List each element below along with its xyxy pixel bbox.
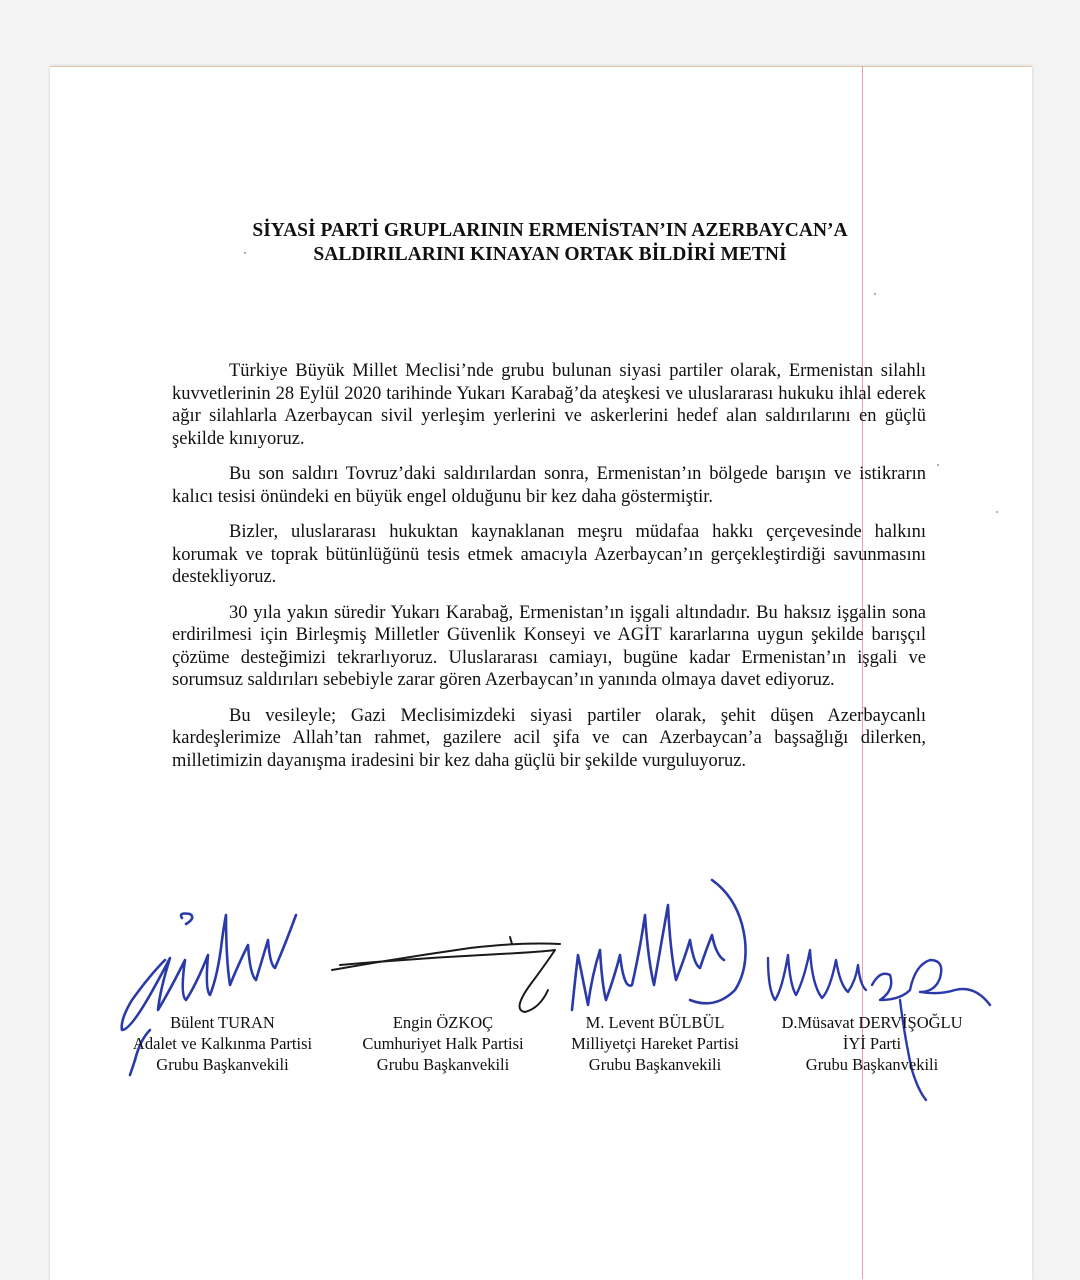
- signatory-party: Adalet ve Kalkınma Partisi: [132, 1034, 313, 1053]
- signatory-name: Engin ÖZKOÇ: [392, 1013, 494, 1032]
- signatory-block-4: [762, 1012, 982, 1075]
- paragraph-2: Bu son saldırı Tovruz’daki saldırılardan sonra, Ermenistan’ın bölgede barışın ve istikrarın kalıcı tesisi önündeki en büyük engel olduğunu bir kez daha göstermiştir.: [172, 464, 926, 507]
- scan-speck: [996, 511, 998, 513]
- document-body: [172, 360, 926, 785]
- signatory-name: Bülent TURAN: [170, 1013, 275, 1032]
- scan-speck: [937, 464, 939, 466]
- signatory-block-2: [348, 1012, 538, 1075]
- scan-speck: [874, 293, 876, 295]
- title-line-1: SİYASİ PARTİ GRUPLARININ ERMENİSTAN’IN AZERBAYCAN’A: [252, 220, 848, 241]
- signatory-role: Grubu Başkanvekili: [376, 1055, 510, 1074]
- paragraph-5: Bu vesileyle; Gazi Meclisimizdeki siyasi partiler olarak, şehit düşen Azerbaycanlı kardeşlerimize Allah’tan rahmet, gazilere acil şifa ve can Azerbaycan’a başsağlığı dilerken, milletimizin dayanışma iradesini bir kez daha güçlü bir şekilde vurguluyoruz.: [172, 705, 926, 771]
- signatory-block-3: [555, 1012, 755, 1075]
- signatory-name: M. Levent BÜLBÜL: [585, 1013, 725, 1032]
- signatory-party: Cumhuriyet Halk Partisi: [362, 1034, 524, 1053]
- paragraph-1: Türkiye Büyük Millet Meclisi’nde grubu bulunan siyasi partiler olarak, Ermenistan silahlı kuvvetlerinin 28 Eylül 2020 tarihinde Yukarı Karabağ’da ateşkesi ve uluslararası hukuku ihlal ederek ağır silahlarla Azerbaycan sivil yerleşim yerlerini ve askerlerini hedef alan saldırılarını en güçlü şekilde kınıyoruz.: [172, 361, 926, 449]
- signatory-role: Grubu Başkanvekili: [156, 1055, 289, 1074]
- signatory-name: D.Müsavat DERVİŞOĞLU: [781, 1013, 963, 1032]
- paragraph-4: 30 yıla yakın süredir Yukarı Karabağ, Ermenistan’ın işgali altındadır. Bu haksız işgalin sona erdirilmesi için Birleşmiş Milletler Güvenlik Konseyi ve AGİT kararlarına uygun şekilde barışçıl çözüme desteğimizi tekrarlıyoruz. Uluslararası camiayı, bugüne kadar Ermenistan’ın işgali ve sorumsuz saldırıları sebebiyle zarar gören Azerbaycan’ın yanında olmaya davet ediyoruz.: [172, 602, 926, 690]
- signatory-role: Grubu Başkanvekili: [588, 1055, 722, 1074]
- document-title: [120, 219, 980, 267]
- signatory-party: Milliyetçi Hareket Partisi: [571, 1034, 739, 1053]
- paragraph-3: Bizler, uluslararası hukuktan kaynaklanan meşru müdafaa hakkı çerçevesinde halkını korumak ve toprak bütünlüğünü tesis etmek amacıyla Azerbaycan’ın gerçekleştirdiği savunmasını destekliyoruz.: [172, 522, 926, 587]
- signatory-block-1: [120, 1012, 325, 1075]
- signatory-role: Grubu Başkanvekili: [805, 1055, 939, 1074]
- signatory-party: İYİ Parti: [842, 1034, 902, 1053]
- title-line-2: SALDIRILARINI KINAYAN ORTAK BİLDİRİ METNİ: [313, 244, 787, 265]
